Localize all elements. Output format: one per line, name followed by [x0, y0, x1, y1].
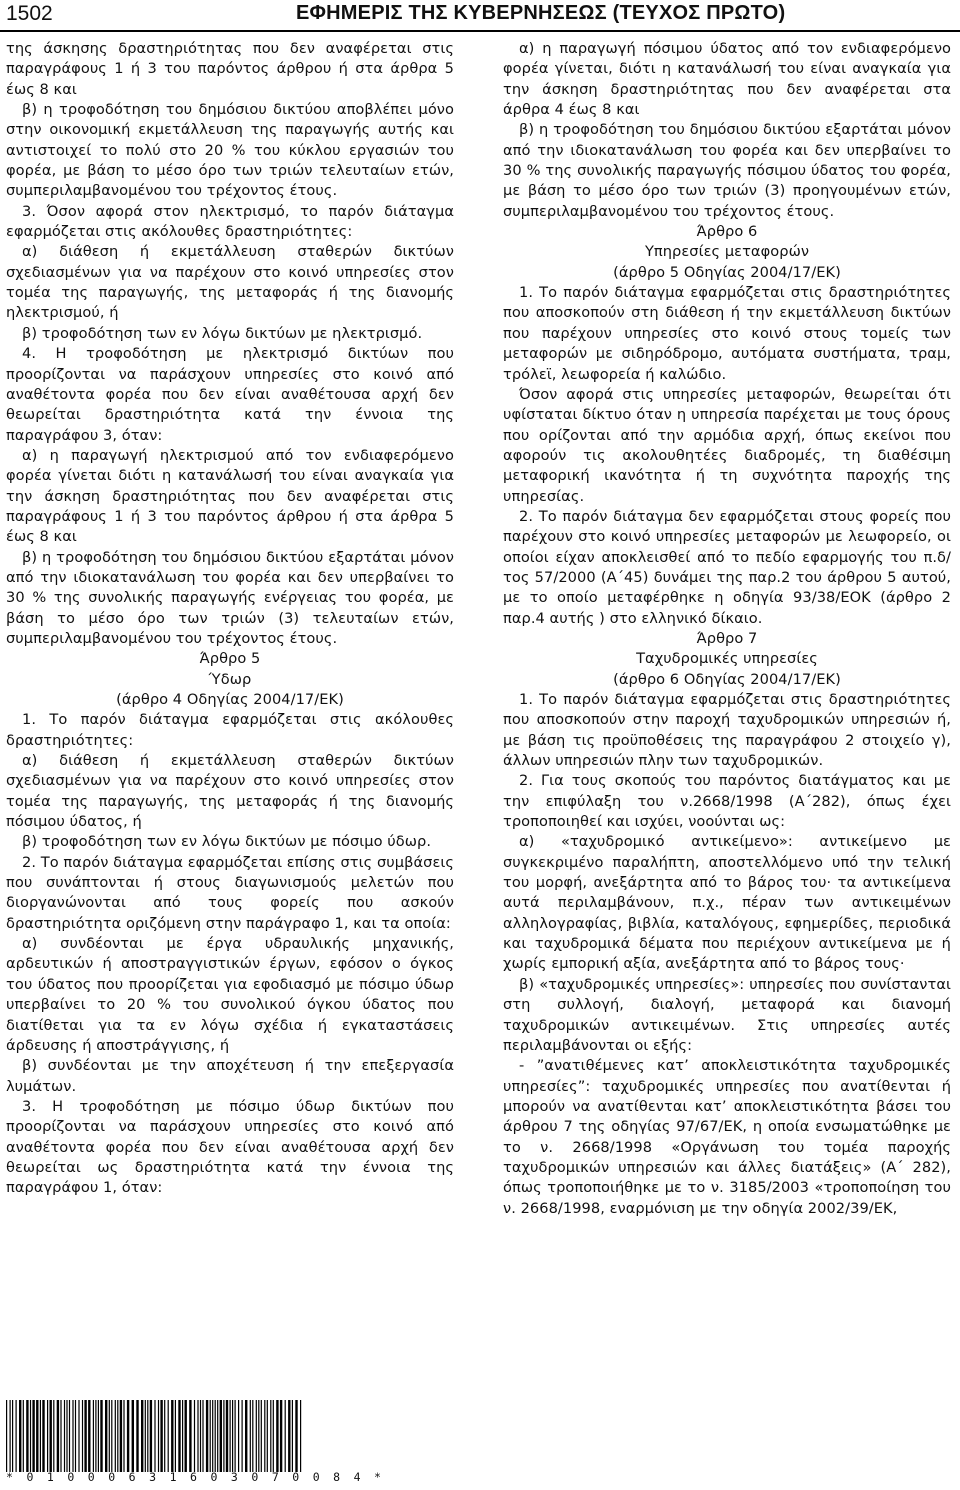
barcode-bar — [10, 1400, 11, 1472]
barcode-bar — [189, 1400, 191, 1472]
barcode-bar — [164, 1400, 165, 1472]
barcode-bar — [95, 1400, 96, 1472]
barcode-bar — [115, 1400, 116, 1472]
barcode-bars — [6, 1400, 304, 1472]
barcode-bar — [295, 1400, 297, 1472]
barcode-bar — [230, 1400, 231, 1472]
barcode-bar — [206, 1400, 208, 1472]
barcode-bar — [276, 1400, 278, 1472]
barcode-bar — [30, 1400, 31, 1472]
barcode-bar — [145, 1400, 146, 1472]
barcode-bar — [258, 1400, 259, 1472]
article-reference: (άρθρο 6 Οδηγίας 2004/17/ΕΚ) — [613, 670, 841, 688]
barcode-bar — [223, 1400, 224, 1472]
paragraph: Όσον αφορά στις υπηρεσίες μεταφορών, θεωρείται ότι υφίσταται δίκτυο όταν η υπηρεσία παρέχεται με τους όρους που ορίζονται από την αρμόδια αρχή, όπως εκείνοι που αφορούν τις ακολουθητέες διαδρομές, τη διαθέσιμη μεταφορική ικανότητα ή τη συχνότητα παροχής της υπηρεσίας. — [503, 385, 951, 505]
barcode-bar — [93, 1400, 94, 1472]
article-title: Ύδωρ — [208, 670, 252, 688]
barcode-bar — [117, 1400, 118, 1472]
barcode-bar — [267, 1400, 268, 1472]
paragraph: α) διάθεση ή εκμετάλλευση σταθερών δικτύων σχεδιασμένων για να παρέχουν στο κοινό υπηρεσίες στον τομέα της παραγωγής, της μεταφοράς ή της διανομής ηλεκτρισμού, ή — [6, 243, 454, 322]
barcode-bar — [261, 1400, 262, 1472]
barcode-bar — [12, 1400, 13, 1472]
barcode-bar — [182, 1400, 183, 1472]
barcode-bar — [197, 1400, 198, 1472]
barcode-bar — [53, 1400, 54, 1472]
paragraph: α) συνδέονται με έργα υδραυλικής μηχανικής, αρδευτικών ή αποστραγγιστικών έργων, εφόσον ο όγκος του ύδατος που προορίζεται για εφοδιασμό με πόσιμο ύδωρ υπερβαίνει το 20 % του συνολικού όγκου ύδατος που διατίθεται για τα εν λόγω σχέδια ή εγκαταστάσεις άρδευσης ή αποστράγγισης, ή — [6, 935, 454, 1054]
barcode-bar — [210, 1400, 211, 1472]
paragraph: - ”ανατιθέμενες κατ’ αποκλειστικότητα ταχυδρομικές υπηρεσίες”: ταχυδρομικές υπηρεσίες που ανατίθενται ή μπορούν να ανατίθενται κατ’ αποκλειστικότητα βάσει του άρθρου 7 της οδηγίας 97/67/ΕΚ, η οποία ενσωματώθηκε με το ν. 2668/1998 «Οργάνωση του τομέα παροχής ταχυδρομικών υπηρεσιών και άλλες διατάξεις» (Α΄ 282), όπως τροποποιήθηκε με το ν. 3185/2003 «τροποποίηση του ν. 2668/1998, εναρμόνιση με την οδηγία 2002/39/ΕΚ, — [503, 1057, 951, 1217]
article-heading: Άρθρο 7 — [696, 629, 758, 647]
barcode-bar — [82, 1400, 83, 1472]
barcode-bar — [252, 1400, 253, 1472]
barcode-bar — [160, 1400, 162, 1472]
left-column — [6, 39, 454, 1199]
paragraph: α) «ταχυδρομικό αντικείμενο»: αντικείμενο με συγκεκριμένο παραλήπτη, αποστελλόμενο υπό την τελική του μορφή, ανεξάρτητα από το βάρος του· τα αντικείμενα αυτά περιλαμβάνουν, π.χ., πέραν των αντικειμένων αλληλογραφίας, βιβλία, καταλόγους, εφημερίδες, περιοδικά και ταχυδρομικά δέματα που περιέχουν αντικείμενα με ή χωρίς εμπορική αξία, ανεξάρτητα από το βάρος τους· — [503, 833, 951, 973]
right-column — [503, 39, 951, 1219]
barcode-bar — [158, 1400, 159, 1472]
barcode-bar — [98, 1400, 99, 1472]
barcode-bar — [220, 1400, 222, 1472]
barcode-bar — [178, 1400, 180, 1472]
barcode-bar — [36, 1400, 38, 1472]
article-reference: (άρθρο 5 Οδηγίας 2004/17/ΕΚ) — [613, 263, 841, 281]
barcode-bar — [200, 1400, 201, 1472]
barcode-bar — [256, 1400, 257, 1472]
barcode-bar — [147, 1400, 148, 1472]
barcode-bar — [280, 1400, 282, 1472]
barcode-bar — [250, 1400, 251, 1472]
paragraph: β) συνδέονται με την αποχέτευση ή την επεξεργασία λυμάτων. — [6, 1057, 454, 1095]
barcode-bar — [264, 1400, 265, 1472]
paragraph: α) η παραγωγή πόσιμου ύδατος από τον ενδιαφερόμενο φορέα γίνεται, διότι η κατανάλωσή του είναι αναγκαία για την άσκηση δραστηριότητας που δεν αναφέρεται στα άρθρα 4 έως 8 και — [503, 40, 951, 119]
barcode-bar — [100, 1400, 102, 1472]
barcode-bar — [111, 1400, 112, 1472]
barcode-bar — [273, 1400, 274, 1472]
barcode-bar — [202, 1400, 203, 1472]
barcode-bar — [120, 1400, 122, 1472]
barcode-bar — [72, 1400, 73, 1472]
barcode-bar — [232, 1400, 233, 1472]
barcode-bar — [288, 1400, 290, 1472]
barcode-bar — [66, 1400, 67, 1472]
barcode-bar — [23, 1400, 24, 1472]
barcode-bar — [212, 1400, 213, 1472]
barcode-bar — [42, 1400, 44, 1472]
article-heading: Άρθρο 6 — [696, 223, 758, 241]
barcode-bar — [132, 1400, 134, 1472]
paragraph: 1. Το παρόν διάταγμα εφαρμόζεται στις ακόλουθες δραστηριότητες: — [6, 711, 454, 749]
article-title: Υπηρεσίες μεταφορών — [644, 243, 810, 261]
barcode-bar — [226, 1400, 228, 1472]
barcode-bar — [78, 1400, 79, 1472]
paragraph: β) η τροφοδότηση του δημόσιου δικτύου αποβλέπει μόνο στην οικονομική εκμετάλλευση της παραγωγής αυτής και αντιστοιχεί το πολύ στο 20 % του κύκλου εργασιών του φορέα, με βάση το μέσο όρο των τριών τελευταίων ετών, συμπεριλαμβανομένου του τρέχοντος έτους. — [6, 101, 454, 200]
barcode-bar — [47, 1400, 48, 1472]
barcode-bar — [60, 1400, 61, 1472]
barcode-bar — [217, 1400, 218, 1472]
barcode-bar — [26, 1400, 28, 1472]
barcode-bar — [175, 1400, 176, 1472]
barcode-bar — [69, 1400, 70, 1472]
article-heading: Άρθρο 5 — [199, 650, 261, 668]
paragraph: 2. Για τους σκοπούς του παρόντος διατάγματος και με την επιφύλαξη του ν.2668/1998 (Α΄282), όπως έχει τροποποιηθεί και ισχύει, νοούνται ως: — [503, 772, 951, 831]
barcode-bar — [245, 1400, 247, 1472]
paragraph: α) διάθεση ή εκμετάλλευση σταθερών δικτύων σχεδιασμένων για να παρέχουν στο κοινό υπηρεσίες στον τομέα της παραγωγής, της μεταφοράς ή της διανομής πόσιμου ύδατος, ή — [6, 752, 454, 831]
barcode-bar — [136, 1400, 138, 1472]
barcode-bar — [185, 1400, 187, 1472]
barcode-bar — [75, 1400, 76, 1472]
barcode-bar — [215, 1400, 216, 1472]
barcode-bar — [57, 1400, 59, 1472]
paragraph: 2. Το παρόν διάταγμα εφαρμόζεται επίσης στις συμβάσεις που συνάπτονται ή στους διαγωνισμούς μελετών που διοργανώνονται από τους φορείς που ασκούν δραστηριότητα οριζόμενη στην παράγραφο 1, και τα οποία: — [6, 853, 454, 932]
paragraph: 2. Το παρόν διάταγμα δεν εφαρμόζεται στους φορείς που παρέχουν στο κοινό υπηρεσίες μεταφορών με λεωφορείο, οι οποίοι είχαν αποκλεισθεί από το πεδίο εφαρμογής του π.δ/τος 57/2000 (Α΄45) δυνάμει της παρ.2 του άρθρου 5 αυτού, με το οποίο μεταφέρθηκε η οδηγία 93/38/ΕΟΚ (άρθρο 2 παρ.4 αυτής ) στο ελληνικό δίκαιο. — [503, 507, 951, 627]
barcode-bar — [123, 1400, 124, 1472]
barcode-bar — [270, 1400, 271, 1472]
barcode-bar — [50, 1400, 52, 1472]
barcode-bar — [171, 1400, 173, 1472]
barcode-bar — [88, 1400, 90, 1472]
paragraph: α) η παραγωγή ηλεκτρισμού από τον ενδιαφερόμενο φορέα γίνεται διότι η κατανάλωσή του είναι αναγκαία για την άσκηση δραστηριότητας που δεν αναφέρεται στις παραγράφους 1 ή 3 του παρόντος άρθρου ή στα άρθρα 5 έως 8 και — [6, 446, 454, 546]
barcode-bar — [141, 1400, 143, 1472]
barcode-digits: * 0 1 0 0 0 6 3 1 6 0 3 0 7 0 0 8 4 * — [6, 1470, 385, 1484]
barcode-bar — [154, 1400, 155, 1472]
paragraph: β) η τροφοδότηση του δημόσιου δικτύου εξαρτάται μόνον από την ιδιοκατανάλωση του φορέα και δεν υπερβαίνει το 30 % της συνολικής παραγωγής ενέργειας του φορέα, με βάση το μέσο όρο των τριών (3) τελευταίων ετών, συμπεριλαμβανομένου του τρέχοντος έτους. — [6, 548, 454, 647]
paragraph: β) «ταχυδρομικές υπηρεσίες»: υπηρεσίες που συνίστανται στη συλλογή, διαλογή, μεταφορά και διανομή ταχυδρομικών αντικειμένων. Στις υπηρεσίες αυτές περιλαμβάνονται οι εξής: — [503, 975, 951, 1054]
barcode-bar — [150, 1400, 152, 1472]
article-title: Ταχυδρομικές υπηρεσίες — [636, 650, 818, 668]
barcode-bar — [105, 1400, 107, 1472]
barcode-bar — [109, 1400, 110, 1472]
barcode-bar — [16, 1400, 17, 1472]
article-reference: (άρθρο 4 Οδηγίας 2004/17/ΕΚ) — [116, 691, 344, 708]
barcode-bar — [242, 1400, 243, 1472]
barcode-bar — [40, 1400, 41, 1472]
barcode-bar — [127, 1400, 129, 1472]
barcode-bar — [19, 1400, 21, 1472]
barcode-bar — [64, 1400, 65, 1472]
barcode-bar — [194, 1400, 195, 1472]
barcode-bar — [6, 1400, 7, 1472]
barcode-bar — [84, 1400, 86, 1472]
barcode-bar — [168, 1400, 169, 1472]
barcode-bar — [300, 1400, 301, 1472]
running-title: ΕΦΗΜΕΡΙΣ ΤΗΣ ΚΥΒΕΡΝΗΣΕΩΣ (ΤΕΥΧΟΣ ΠΡΩΤΟ) — [296, 2, 786, 24]
page-header — [0, 0, 960, 32]
paragraph: β) τροφοδότηση των εν λόγω δικτύων με πόσιμο ύδωρ. — [22, 833, 432, 851]
barcode-bar — [235, 1400, 236, 1472]
paragraph: β) τροφοδότηση των εν λόγω δικτύων με ηλεκτρισμό. — [22, 324, 423, 342]
barcode-bar — [32, 1400, 34, 1472]
barcode-bar — [238, 1400, 239, 1472]
paragraph: 4. Η τροφοδότηση με ηλεκτρισμό δικτύων που προορίζονται να παράσχουν υπηρεσίες στο κοινό από αναθέτοντα φορέα που δεν είναι αναθέτουσα αρχή δεν θεωρείται δραστηριότητα κατά την έννοια της παραγράφου 3, όταν: — [6, 345, 454, 444]
paragraph: 1. Το παρόν διάταγμα εφαρμόζεται στις δραστηριότητες που αποσκοπούν στην παροχή ταχυδρομικών υπηρεσιών ή, με βάση τις προϋποθέσεις της παραγράφου 2 στοιχείο γ), άλλων υπηρεσιών πλην των ταχυδρομικών. — [503, 691, 951, 770]
barcode-bar — [292, 1400, 293, 1472]
paragraph: 3. Η τροφοδότηση με πόσιμο ύδωρ δικτύων που προορίζονται να παράσχουν υπηρεσίες στο κοινό από αναθέτοντα φορέα που δεν είναι αναθέτουσα αρχή δεν θεωρείται ως δραστηριότητα κατά την έννοια της παραγράφου 1, όταν: — [6, 1097, 454, 1197]
paragraph: της άσκησης δραστηριότητας που δεν αναφέρεται στις παραγράφους 1 ή 3 του παρόντος άρθρου ή στα άρθρα 5 έως 8 και — [6, 40, 454, 98]
barcode — [6, 1400, 385, 1490]
paragraph: β) η τροφοδότηση του δημόσιου δικτύου εξαρτάται μόνον από την ιδιοκατανάλωση του φορέα και δεν υπερβαίνει το 30 % της συνολικής παραγωγής πόσιμου ύδατος του φορέα, με βάση το μέσο όρο των τριών (3) προηγουμένων ετών, συμπεριλαμβανομένου του τρέχοντος έτους. — [503, 121, 951, 220]
paragraph: 3. Όσον αφορά στον ηλεκτρισμό, το παρόν διάταγμα εφαρμόζεται στις ακόλουθες δραστηριότητες: — [6, 202, 454, 241]
paragraph: 1. Το παρόν διάταγμα εφαρμόζεται στις δραστηριότητες που αποσκοπούν στη διάθεση ή την εκμετάλλευση δικτύων που παρέχουν υπηρεσίες στο κοινό στους τομείς των μεταφορών με σιδηρόδρομο, αυτόματα συστήματα, τραμ, τρόλεϊ, λεωφορεία ή καλώδιο. — [503, 284, 951, 383]
page-number: 1502 — [6, 2, 53, 25]
barcode-bar — [285, 1400, 286, 1472]
